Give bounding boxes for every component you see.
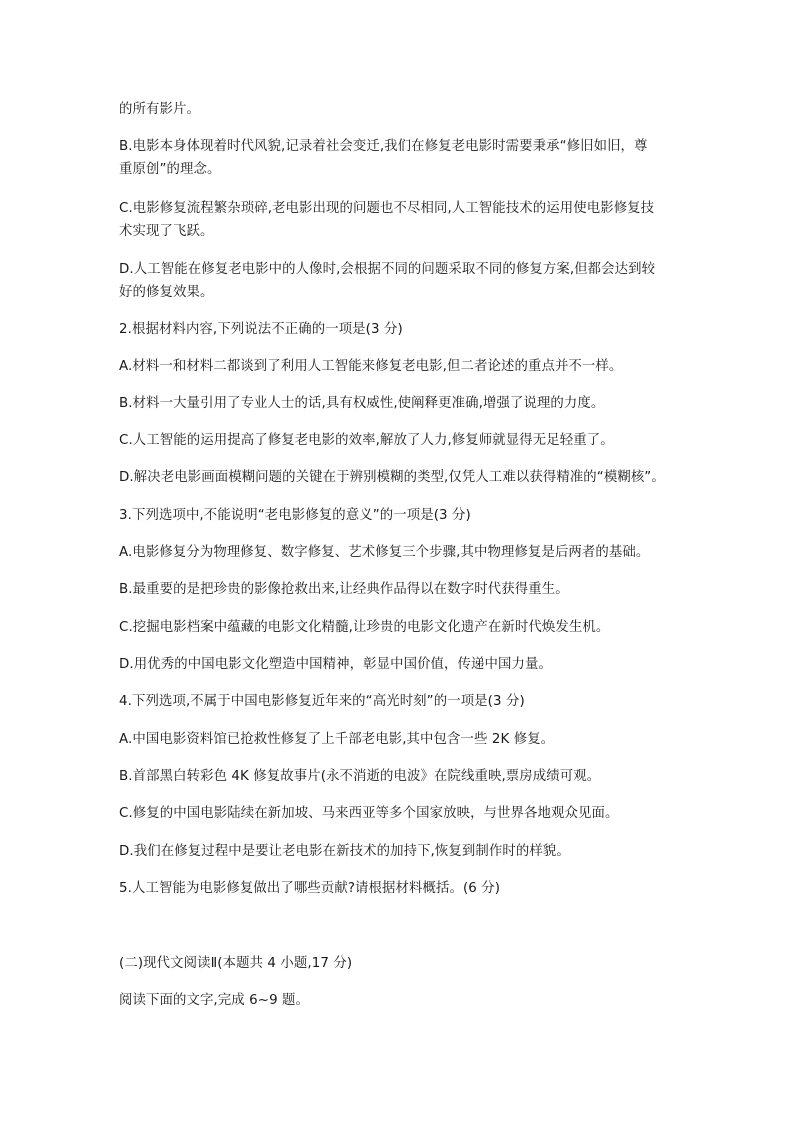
question-4-option-a: A.中国电影资料馆已抢救性修复了上千部老电影,其中包含一些 2K 修复。	[119, 732, 555, 747]
question-3-stem: 3.下列选项中,不能说明“老电影修复的意义”的一项是(3 分)	[119, 508, 471, 523]
option-b-line-2: 重原创”的理念。	[119, 162, 221, 177]
option-c-line-1: C.电影修复流程繁杂琐碎,老电影出现的问题也不尽相同,人工智能技术的运用使电影修复技	[119, 201, 655, 216]
text-line-1: 的所有影片。	[119, 102, 200, 117]
option-b-line-1: B.电影本身体现着时代风貌,记录着社会变迁,我们在修复老电影时需要秉承“修旧如旧，尊	[119, 139, 648, 154]
question-2-stem: 2.根据材料内容,下列说法不正确的一项是(3 分)	[119, 322, 403, 337]
option-d-line-2: 好的修复效果。	[119, 285, 214, 300]
question-2-option-b: B.材料一大量引用了专业人士的话,具有权威性,使阐释更准确,增强了说理的力度。	[119, 396, 605, 411]
question-4-option-c: C.修复的中国电影陆续在新加坡、马来西亚等多个国家放映，与世界各地观众见面。	[119, 806, 619, 821]
question-3-option-c: C.挖掘电影档案中蕴藏的电影文化精髓,让珍贵的电影文化遗产在新时代焕发生机。	[119, 620, 610, 635]
question-3-option-a: A.电影修复分为物理修复、数字修复、艺术修复三个步骤,其中物理修复是后两者的基础。	[119, 545, 650, 560]
question-4-stem: 4.下列选项,不属于中国电影修复近年来的“高光时刻”的一项是(3 分)	[119, 694, 525, 709]
question-4-option-b: B.首部黑白转彩色 4K 修复故事片(永不消逝的电波》在院线重映,票房成绩可观。	[119, 769, 601, 784]
reading-instruction: 阅读下面的文字,完成 6~9 题。	[119, 993, 310, 1008]
question-3-option-b: B.最重要的是把珍贵的影像抢救出来,让经典作品得以在数字时代获得重生。	[119, 582, 569, 597]
option-d-line-1: D.人工智能在修复老电影中的人像时,会根据不同的问题采取不同的修复方案,但都会达到较	[119, 262, 656, 277]
question-2-option-a: A.材料一和材料二都谈到了利用人工智能来修复老电影,但二者论述的重点并不一样。	[119, 359, 623, 374]
option-c-line-2: 术实现了飞跃。	[119, 224, 214, 239]
section-heading: (二)现代文阅读Ⅱ(本题共 4 小题,17 分)	[119, 956, 353, 971]
question-5-stem: 5.人工智能为电影修复做出了哪些贡献?请根据材料概括。(6 分)	[119, 881, 501, 896]
question-3-option-d: D.用优秀的中国电影文化塑造中国精神，彰显中国价值，传递中国力量。	[119, 657, 552, 672]
question-2-option-d: D.解决老电影画面模糊问题的关键在于辨别模糊的类型,仅凭人工难以获得精准的“模糊核”。	[119, 470, 665, 485]
question-2-option-c: C.人工智能的运用提高了修复老电影的效率,解放了人力,修复师就显得无足轻重了。	[119, 433, 614, 448]
question-4-option-d: D.我们在修复过程中是要让老电影在新技术的加持下,恢复到制作时的样貌。	[119, 844, 570, 859]
